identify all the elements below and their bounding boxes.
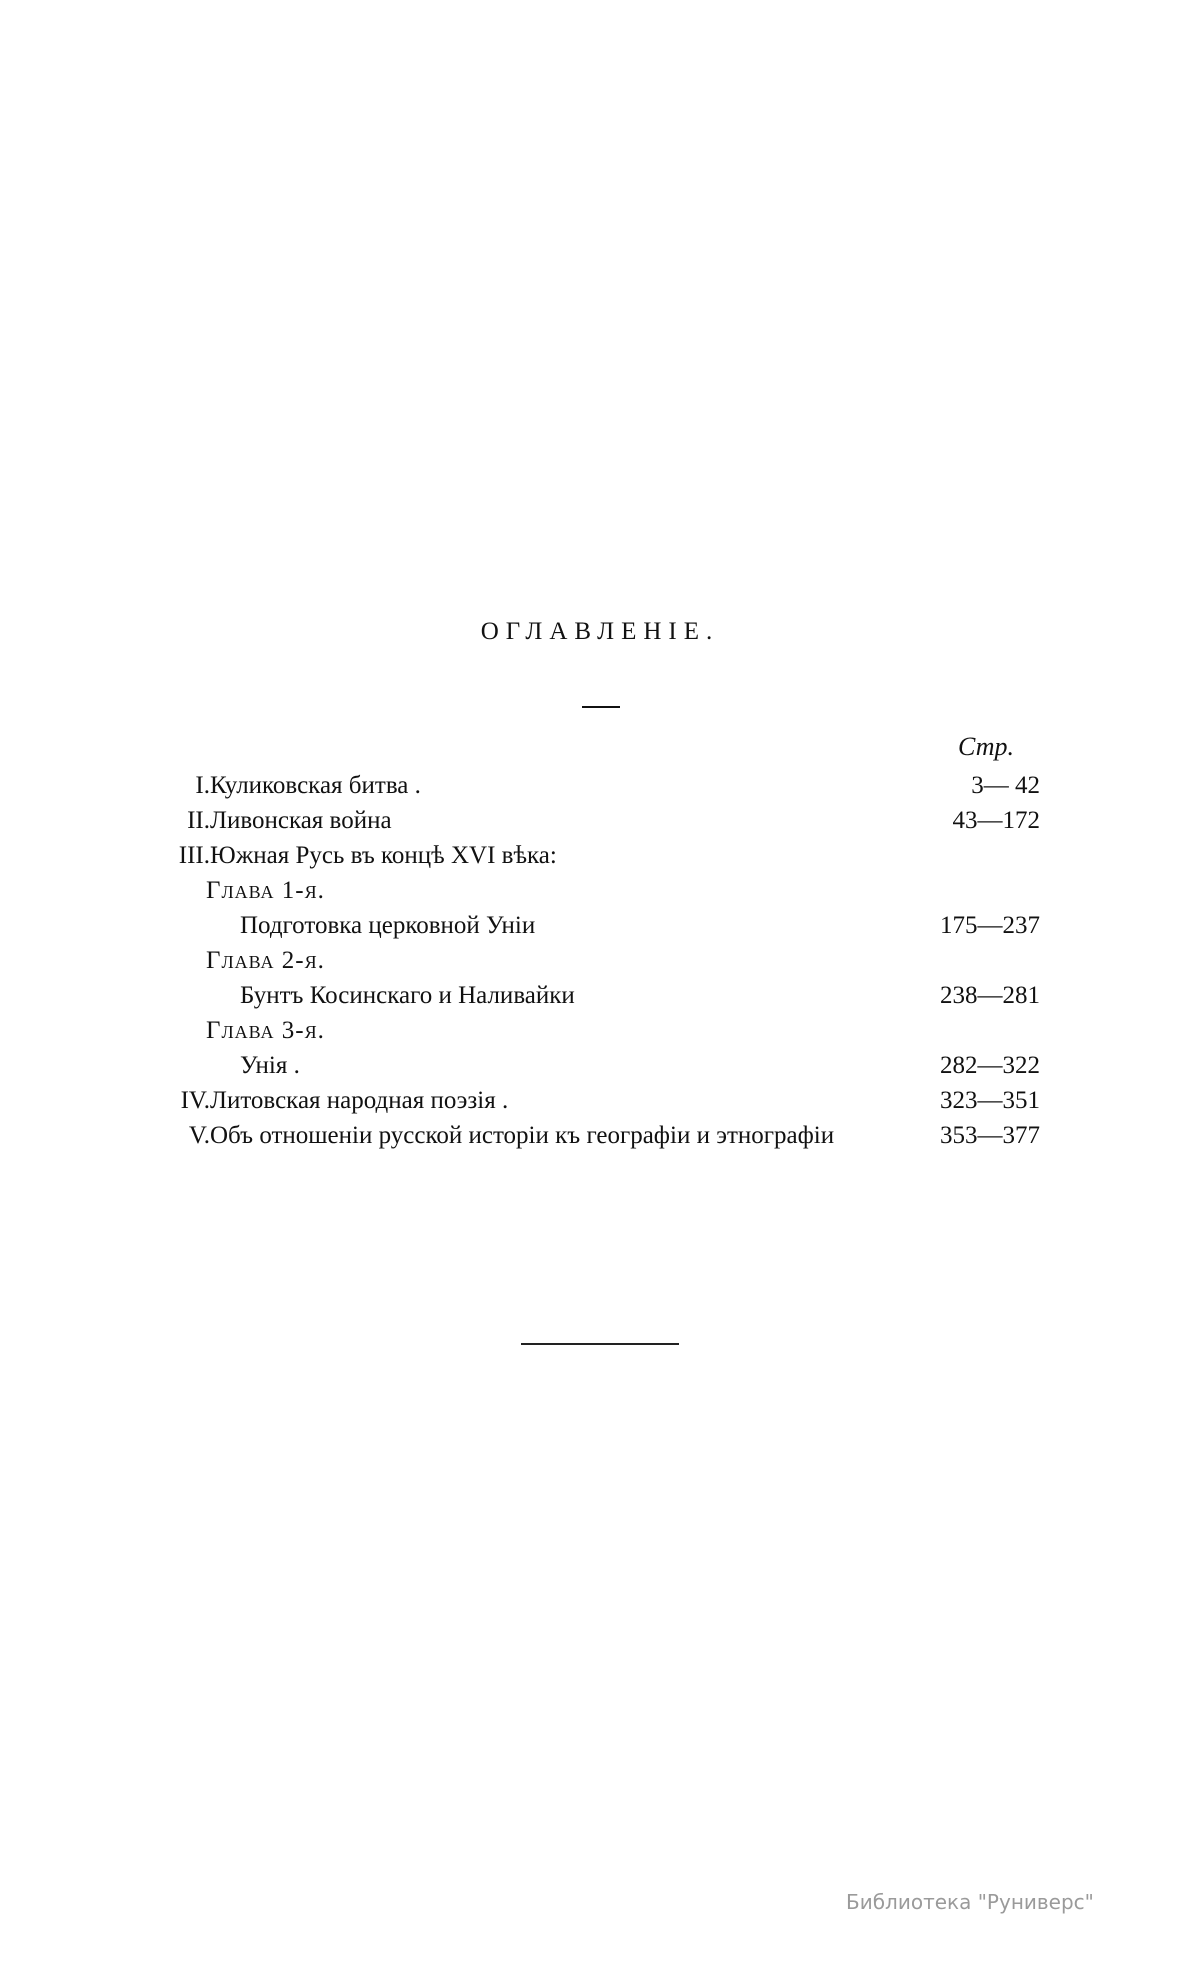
toc-entry [160, 873, 1040, 908]
page-title: ОГЛАВЛЕНІЕ. [480, 618, 720, 645]
toc-entry-title: Куликовская битва . [210, 772, 421, 799]
toc-entry-pages: 175—237 [940, 912, 1040, 939]
toc-entry-numeral: I. [195, 772, 210, 799]
toc-entry [160, 978, 1040, 1013]
toc-entry-pages: 282—322 [940, 1052, 1040, 1079]
toc-entry [160, 1118, 1040, 1153]
toc-entry [160, 838, 1040, 873]
toc-entry-title: Бунтъ Косинскаго и Наливайки [240, 982, 575, 1009]
toc-entry-title: Глава 3-я. [206, 1017, 325, 1044]
toc-entry-title: Глава 1-я. [206, 877, 325, 904]
library-watermark: Библиотека "Руниверс" [846, 1890, 1094, 1914]
toc-entry-numeral: IV. [180, 1087, 210, 1114]
toc-entry-title: Унія . [240, 1052, 300, 1079]
table-of-contents [160, 768, 1040, 1153]
toc-entry [160, 1013, 1040, 1048]
toc-entry-title: Южная Русь въ концѣ XVI вѣка: [210, 842, 557, 869]
toc-entry-pages: 323—351 [940, 1087, 1040, 1114]
toc-entry [160, 803, 1040, 838]
title-divider [582, 706, 620, 708]
bottom-divider [521, 1343, 679, 1345]
toc-entry-pages: 238—281 [940, 982, 1040, 1009]
toc-entry-pages: 43—172 [952, 807, 1040, 834]
toc-entry-numeral: V. [188, 1122, 210, 1149]
toc-entry [160, 908, 1040, 943]
toc-entry-numeral: III. [178, 842, 210, 869]
toc-entry-numeral: II. [187, 807, 210, 834]
toc-entry-pages: 3— 42 [971, 772, 1040, 799]
toc-entry-title: Глава 2-я. [206, 947, 325, 974]
toc-entry-title: Объ отношеніи русской исторіи къ географіи и этнографіи [210, 1122, 835, 1149]
toc-entry-pages: 353—377 [940, 1122, 1040, 1149]
page-column-label: Стр. [958, 732, 1014, 761]
toc-entry [160, 768, 1040, 803]
toc-entry-title: Подготовка церковной Уніи [240, 912, 536, 939]
toc-entry-title: Ливонская война [210, 807, 392, 834]
toc-entry-title: Литовская народная поэзія . [210, 1087, 509, 1114]
toc-entry [160, 1048, 1040, 1083]
toc-entry [160, 943, 1040, 978]
toc-entry [160, 1083, 1040, 1118]
